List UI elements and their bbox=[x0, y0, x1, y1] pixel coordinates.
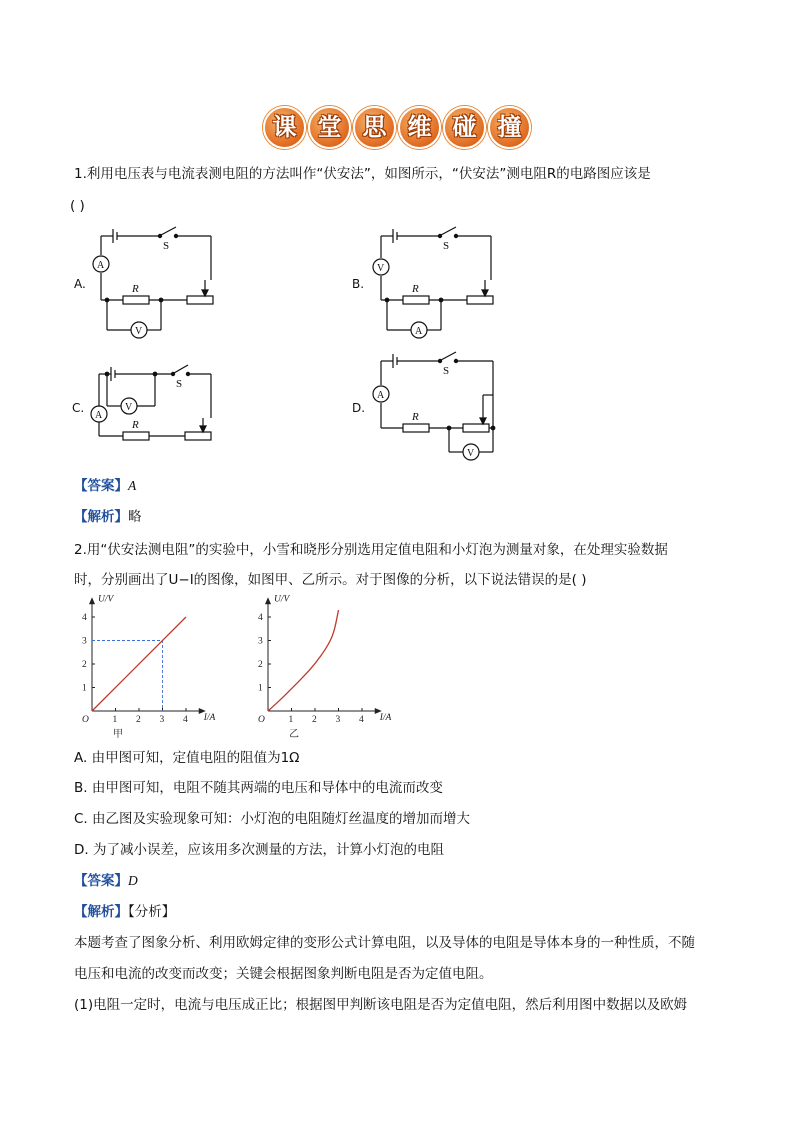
origin-label: O bbox=[258, 715, 265, 725]
ammeter-icon: A bbox=[97, 260, 105, 271]
ammeter-icon: A bbox=[415, 326, 423, 337]
y-tick-label: 2 bbox=[258, 660, 263, 670]
chart-caption: 乙 bbox=[289, 729, 299, 740]
x-axis-label: I/A bbox=[379, 713, 392, 723]
section-banner bbox=[263, 106, 533, 148]
y-axis-label: U/V bbox=[98, 595, 114, 605]
voltmeter-icon: V bbox=[125, 402, 133, 413]
circuit-diagram-a bbox=[85, 220, 225, 350]
analysis-tag: 【解析】 bbox=[74, 904, 128, 920]
banner-char: 课 bbox=[263, 106, 306, 149]
x-axis-label: I/A bbox=[203, 713, 216, 723]
y-tick-label: 1 bbox=[82, 683, 87, 694]
switch-label: S bbox=[443, 240, 450, 252]
q2-option-b: B. 由甲图可知，电阻不随其两端的电压和导体中的电流而改变 bbox=[74, 780, 443, 796]
banner-char: 碰 bbox=[443, 106, 486, 149]
q2-analysis-para3: (1)电阻一定时，电流与电压成正比；根据图甲判断该电阻是否为定值电阻，然后利用图中数据以及欧姆 bbox=[74, 997, 688, 1013]
x-tick-label: 1 bbox=[288, 715, 294, 725]
q2-answer bbox=[74, 871, 138, 891]
resistor-label: R bbox=[412, 411, 419, 423]
circuit-diagram-d bbox=[365, 345, 505, 470]
resistor-label: R bbox=[132, 283, 139, 295]
y-tick-label: 3 bbox=[82, 636, 87, 647]
q2-option-d: D. 为了减小误差，应该用多次测量的方法，计算小灯泡的电阻 bbox=[74, 842, 444, 858]
banner-char: 堂 bbox=[308, 106, 351, 149]
x-tick-label: 3 bbox=[159, 715, 165, 725]
circuit-diagram-c bbox=[85, 358, 225, 458]
banner-char: 维 bbox=[398, 106, 441, 149]
switch-label: S bbox=[176, 378, 183, 390]
chart-yi bbox=[244, 595, 404, 740]
x-tick-label: 4 bbox=[183, 715, 188, 725]
q2-analysis-para1: 本题考查了图象分析、利用欧姆定律的变形公式计算电阻，以及导体的电阻是导体本身的一种性质，不随 bbox=[74, 935, 695, 951]
y-axis-arrow bbox=[265, 597, 271, 604]
y-tick-label: 4 bbox=[82, 613, 87, 623]
voltmeter-icon: V bbox=[135, 326, 143, 337]
banner-char: 撞 bbox=[488, 106, 531, 149]
origin-label: O bbox=[82, 715, 89, 725]
q1-option-c-label: C. bbox=[72, 401, 85, 415]
q1-option-b-label: B. bbox=[352, 277, 365, 291]
circuit-diagram-b bbox=[365, 220, 505, 350]
switch-label: S bbox=[163, 240, 170, 252]
analysis-subtag: 【分析】 bbox=[128, 904, 176, 920]
x-tick-label: 1 bbox=[112, 715, 118, 725]
analysis-text: 略 bbox=[128, 509, 142, 525]
y-tick-label: 3 bbox=[258, 636, 263, 647]
y-tick-label: 4 bbox=[258, 613, 263, 623]
x-tick-label: 4 bbox=[359, 715, 364, 725]
q2-analysis-heading bbox=[74, 902, 175, 922]
analysis-tag: 【解析】 bbox=[74, 509, 128, 525]
q1-analysis bbox=[74, 507, 142, 527]
series-line bbox=[268, 610, 339, 711]
y-tick-label: 1 bbox=[258, 683, 263, 694]
q1-answer bbox=[74, 476, 136, 496]
q1-paren: ( ) bbox=[70, 198, 85, 214]
q2-analysis-para2: 电压和电流的改变而改变；关键会根据图象判断电阻是否为定值电阻。 bbox=[74, 966, 493, 982]
ammeter-icon: A bbox=[95, 410, 103, 421]
q2-option-c: C. 由乙图及实验现象可知：小灯泡的电阻随灯丝温度的增加而增大 bbox=[74, 811, 471, 827]
q2-stem-line1: 2.用“伏安法测电阻”的实验中，小雪和晓彤分别选用定值电阻和小灯泡为测量对象，在处理实验数据 bbox=[74, 542, 668, 558]
chart-jia bbox=[68, 595, 228, 740]
y-tick-label: 2 bbox=[82, 660, 87, 670]
switch-label: S bbox=[443, 365, 450, 377]
x-tick-label: 3 bbox=[335, 715, 341, 725]
x-tick-label: 2 bbox=[136, 715, 141, 725]
q1-option-d-label: D. bbox=[352, 401, 366, 415]
q1-stem: 1.利用电压表与电流表测电阻的方法叫作“伏安法”，如图所示，“伏安法”测电阻R的电路图应该是 bbox=[74, 166, 651, 182]
ammeter-icon: A bbox=[377, 390, 385, 401]
chart-caption: 甲 bbox=[113, 729, 123, 740]
answer-tag: 【答案】 bbox=[74, 873, 128, 889]
q1-option-a-label: A. bbox=[74, 277, 86, 291]
y-axis-label: U/V bbox=[274, 595, 290, 605]
x-tick-label: 2 bbox=[312, 715, 317, 725]
resistor-label: R bbox=[132, 419, 139, 431]
resistor-label: R bbox=[412, 283, 419, 295]
answer-value: D bbox=[128, 873, 138, 888]
banner-char: 思 bbox=[353, 106, 396, 149]
voltmeter-icon: V bbox=[377, 263, 385, 274]
y-axis-arrow bbox=[89, 597, 95, 604]
voltmeter-icon: V bbox=[467, 448, 475, 459]
q2-stem-line2: 时，分别画出了U−I的图像，如图甲、乙所示。对于图像的分析，以下说法错误的是( ) bbox=[74, 572, 587, 588]
q2-option-a: A. 由甲图可知，定值电阻的阻值为1Ω bbox=[74, 750, 300, 766]
answer-value: A bbox=[128, 478, 137, 493]
answer-tag: 【答案】 bbox=[74, 478, 128, 494]
series-line bbox=[92, 617, 186, 711]
